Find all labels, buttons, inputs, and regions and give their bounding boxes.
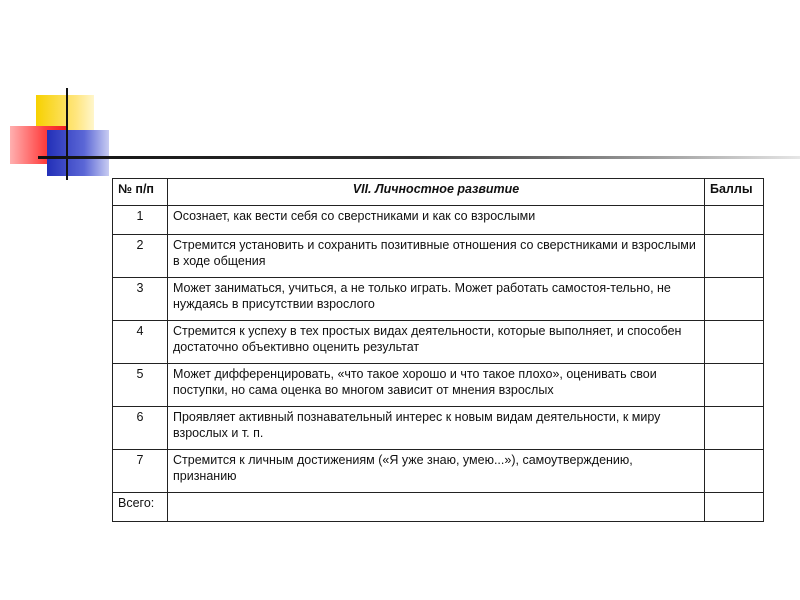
table-row bbox=[113, 321, 764, 364]
assessment-table bbox=[112, 178, 764, 522]
row-text: Стремится к личным достижениям («Я уже знаю, умею...»), самоутверждению, признанию bbox=[168, 450, 705, 493]
total-score-cell bbox=[705, 493, 764, 522]
row-score bbox=[705, 278, 764, 321]
table-row bbox=[113, 364, 764, 407]
header-section-title: VII. Личностное развитие bbox=[168, 179, 705, 206]
total-label: Всего: bbox=[113, 493, 168, 522]
table-row bbox=[113, 206, 764, 235]
row-score bbox=[705, 235, 764, 278]
table-row bbox=[113, 235, 764, 278]
header-score: Баллы bbox=[705, 179, 764, 206]
row-text: Может заниматься, учиться, а не только играть. Может работать самостоя-тельно, не нуждаясь в присутствии взрослого bbox=[168, 278, 705, 321]
row-number: 2 bbox=[113, 235, 168, 278]
row-number: 6 bbox=[113, 407, 168, 450]
decor-horizontal-line bbox=[38, 156, 800, 159]
table-row bbox=[113, 278, 764, 321]
row-number: 5 bbox=[113, 364, 168, 407]
row-number: 7 bbox=[113, 450, 168, 493]
table-header-row bbox=[113, 179, 764, 206]
row-score bbox=[705, 321, 764, 364]
table-row bbox=[113, 407, 764, 450]
row-score bbox=[705, 407, 764, 450]
row-text: Стремится к успеху в тех простых видах деятельности, которые выполняет, и способен достаточно объективно оценить результат bbox=[168, 321, 705, 364]
row-number: 4 bbox=[113, 321, 168, 364]
decor-blue-square bbox=[47, 130, 109, 176]
row-score bbox=[705, 450, 764, 493]
row-text: Стремится установить и сохранить позитивные отношения со сверстниками и взрослыми в ходе общения bbox=[168, 235, 705, 278]
row-text: Осознает, как вести себя со сверстниками и как со взрослыми bbox=[168, 206, 705, 235]
total-text-cell bbox=[168, 493, 705, 522]
decor-vertical-line bbox=[66, 88, 68, 180]
row-text: Может дифференцировать, «что такое хорошо и что такое плохо», оценивать свои поступки, но сама оценка во многом зависит от мнения взрослых bbox=[168, 364, 705, 407]
row-score bbox=[705, 364, 764, 407]
table-row bbox=[113, 450, 764, 493]
row-text: Проявляет активный познавательный интерес к новым видам деятельности, к миру взрослых и т. п. bbox=[168, 407, 705, 450]
table-total-row bbox=[113, 493, 764, 522]
header-number: № п/п bbox=[113, 179, 168, 206]
row-number: 3 bbox=[113, 278, 168, 321]
row-score bbox=[705, 206, 764, 235]
row-number: 1 bbox=[113, 206, 168, 235]
